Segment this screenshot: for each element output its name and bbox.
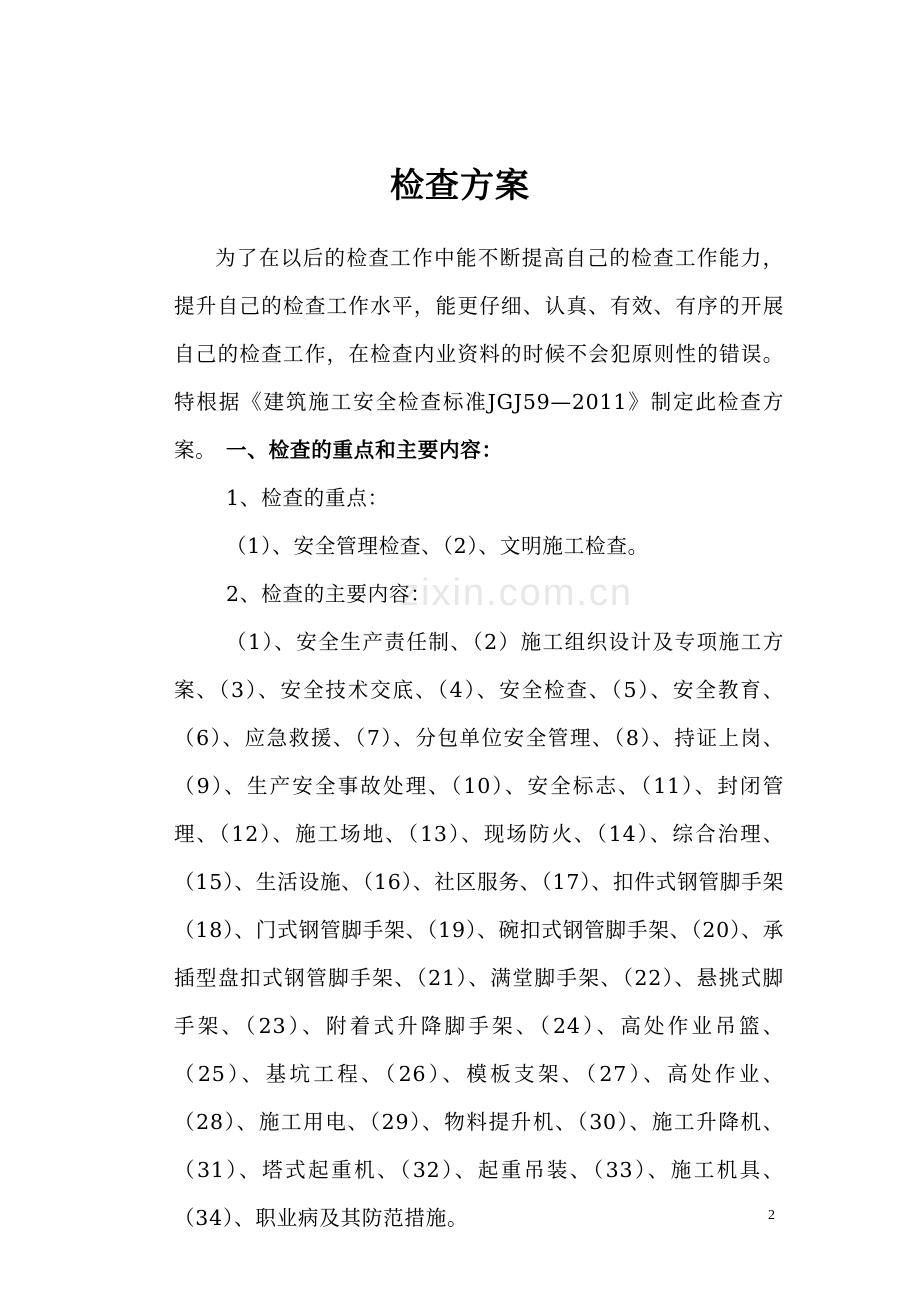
- page-title: 检查方案: [390, 166, 530, 206]
- intro-paragraph: 为了在以后的检查工作中能不断提高自己的检查工作能力，提升自己的检查工作水平，能更仔细、认真、有效、有序的开展自己的检查工作，在检查内业资料的时候不会犯原则性的错误。特根据《建筑施工安全检查标准JGJ59—2011》制定此检查方案。: [174, 246, 784, 462]
- item-1-content: （1）、安全管理检查、（2）、文明施工检查。: [226, 534, 649, 558]
- item-1-heading: 1、检查的重点：: [226, 486, 389, 510]
- page-number: 2: [768, 1208, 775, 1223]
- section-heading: 一、检查的重点和主要内容：: [226, 438, 503, 462]
- item-2-heading: 2、检查的主要内容：: [226, 582, 432, 606]
- item-2-content: （1）、安全生产责任制、（2）施工组织设计及专项施工方案、（3）、安全技术交底、（4）、安全检查、（5）、安全教育、（6）、应急救援、（7）、分包单位安全管理、（8）、持证上岗、（9）、生产安全事故处理、（10）、安全标志、（11）、封闭管理、（12）、施工场地、（13）、现场防火、（14）、综合治理、（15）、生活设施、（16）、社区服务、（17）、扣件式钢管脚手架（18）、门式钢管脚手架、（19）、碗扣式钢管脚手架、（20）、承插型盘扣式钢管脚手架、（21）、满堂脚手架、（22）、悬挑式脚手架、（23）、附着式升降脚手架、（24）、高处作业吊篮、（25）、基坑工程、（26）、模板支架、（27）、高处作业、（28）、施工用电、（29）、物料提升机、（30）、施工升降机、（31）、塔式起重机、（32）、起重吊装、（33）、施工机具、（34）、职业病及其防范措施。: [174, 630, 784, 1230]
- watermark: zixin.com.cn: [400, 572, 634, 614]
